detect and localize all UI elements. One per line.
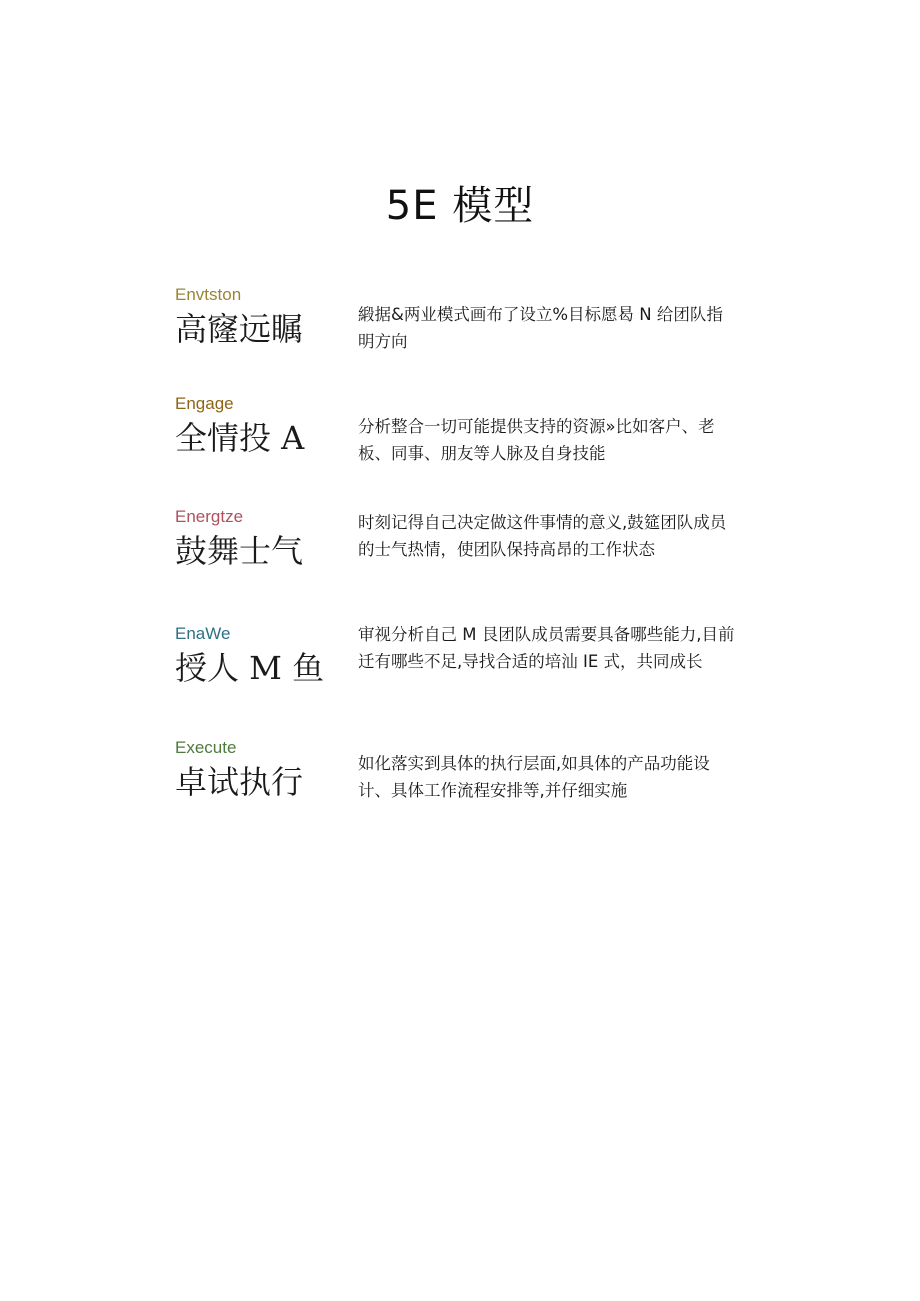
model-item-enable bbox=[0, 625, 920, 735]
item-description: 分析整合一切可能提供支持的资源»比如客户、老板、同事、朋友等人脉及自身技能 bbox=[358, 417, 715, 463]
item-english-label: Engage bbox=[175, 394, 234, 413]
item-description: 时刻记得自己决定做这件事情的意义,鼓筵团队成员的士气热情，使团队保持高昂的工作状态 bbox=[358, 513, 727, 559]
item-english-label: Energtze bbox=[175, 507, 244, 526]
model-item-envision bbox=[0, 286, 920, 396]
model-item-execute bbox=[0, 739, 920, 849]
item-description: 緞据&两业模式画布了设立%目标愿曷 N 给团队指明方向 bbox=[358, 305, 723, 351]
item-english-label: Execute bbox=[175, 738, 237, 757]
item-chinese-title: 卓试执行 bbox=[175, 763, 304, 801]
model-item-engage bbox=[0, 395, 920, 505]
item-description: 审视分析自己 M 艮团队成员需要具备哪些能力,目前迁有哪些不足,导找合适的培汕 IE 式，共同成长 bbox=[358, 625, 735, 671]
item-english-label: Envtston bbox=[175, 285, 242, 304]
item-chinese-title: 鼓舞士气 bbox=[175, 532, 304, 570]
item-chinese-title: 授人 M 鱼 bbox=[175, 649, 325, 687]
item-description: 如化落实到具体的执行层面,如具体的产品功能设计、具体工作流程安排等,并仔细实施 bbox=[358, 754, 710, 800]
item-chinese-title: 全情投 A bbox=[175, 419, 305, 457]
page-title: 5E 模型 bbox=[385, 183, 535, 229]
item-chinese-title: 高窿远瞩 bbox=[175, 310, 304, 348]
model-item-energize bbox=[0, 508, 920, 618]
item-english-label: EnaWe bbox=[175, 624, 231, 643]
